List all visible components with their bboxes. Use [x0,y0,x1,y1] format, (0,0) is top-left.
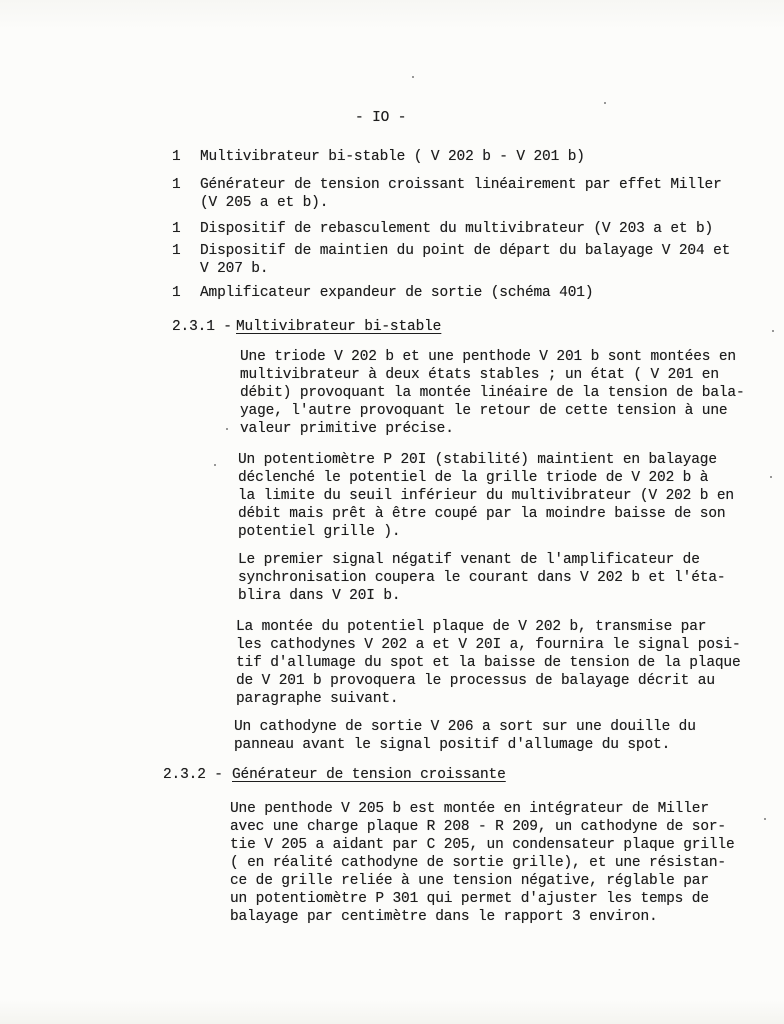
list-item-count: 1 [172,149,181,165]
list-item-count: 1 [172,243,181,259]
paragraph: La montée du potentiel plaque de V 202 b, transmise par les cathodynes V 202 a et V 20I a, fournira le signal posi- tif d'allumage du spot et la baisse de tension de la plaque de V 201 b provoquera le processus de balayage décrit au paragraphe suivant. [236,619,741,707]
paragraph: Le premier signal négatif venant de l'amplificateur de synchronisation coupera le courant dans V 202 b et l'éta- blira dans V 20I b. [238,552,726,604]
list-item-text: Multivibrateur bi-stable ( V 202 b - V 201 b) [200,149,585,165]
section-number: 2.3.2 - [163,767,232,783]
section-number: 2.3.1 - [172,319,241,335]
paragraph: Une penthode V 205 b est montée en intégrateur de Miller avec une charge plaque R 208 - R 209, un cathodyne de sor- tie V 205 a aidant par C 205, un condensateur plaque grille ( en réalité cathodyne de sortie grille), et une résistan- ce de grille reliée à une tension négative, réglable par un potentiomètre P 301 qui permet d'ajuster les temps de balayage par centimètre dans le rapport 3 environ. [230,801,735,925]
list-item-count: 1 [172,177,181,193]
list-item-text: Générateur de tension croissant linéairement par effet Miller (V 205 a et b). [200,177,722,211]
scan-speck [770,476,772,478]
scan-speck [412,76,414,78]
scan-speck [772,330,774,332]
list-item-text: Dispositif de maintien du point de départ du balayage V 204 et V 207 b. [200,243,731,277]
scan-speck [226,428,228,430]
scan-speck [214,464,216,466]
paragraph: Un cathodyne de sortie V 206 a sort sur une douille du panneau avant le signal positif d'allumage du spot. [234,719,696,753]
scan-speck [604,102,606,104]
section-title: Générateur de tension croissante [232,767,506,783]
list-item-text: Amplificateur expandeur de sortie (schéma 401) [200,285,594,301]
list-item-count: 1 [172,285,181,301]
scan-speck [764,818,766,820]
section-title: Multivibrateur bi-stable [236,319,442,335]
list-item-count: 1 [172,221,181,237]
paragraph: Un potentiomètre P 20I (stabilité) maintient en balayage déclenché le potentiel de la grille triode de V 202 b à la limite du seuil inférieur du multivibrateur (V 202 b en débit mais prêt à être coupé par la moindre baisse de son potentiel grille ). [238,452,734,540]
page-number: - IO - [355,110,407,126]
paragraph: Une triode V 202 b et une penthode V 201 b sont montées en multivibrateur à deux états stables ; un état ( V 201 en débit) provoquant la montée linéaire de la tension de bala- yage, l'autre provoquant le retour de cette tension à une valeur primitive précise. [240,349,745,437]
list-item-text: Dispositif de rebasculement du multivibrateur (V 203 a et b) [200,221,714,237]
